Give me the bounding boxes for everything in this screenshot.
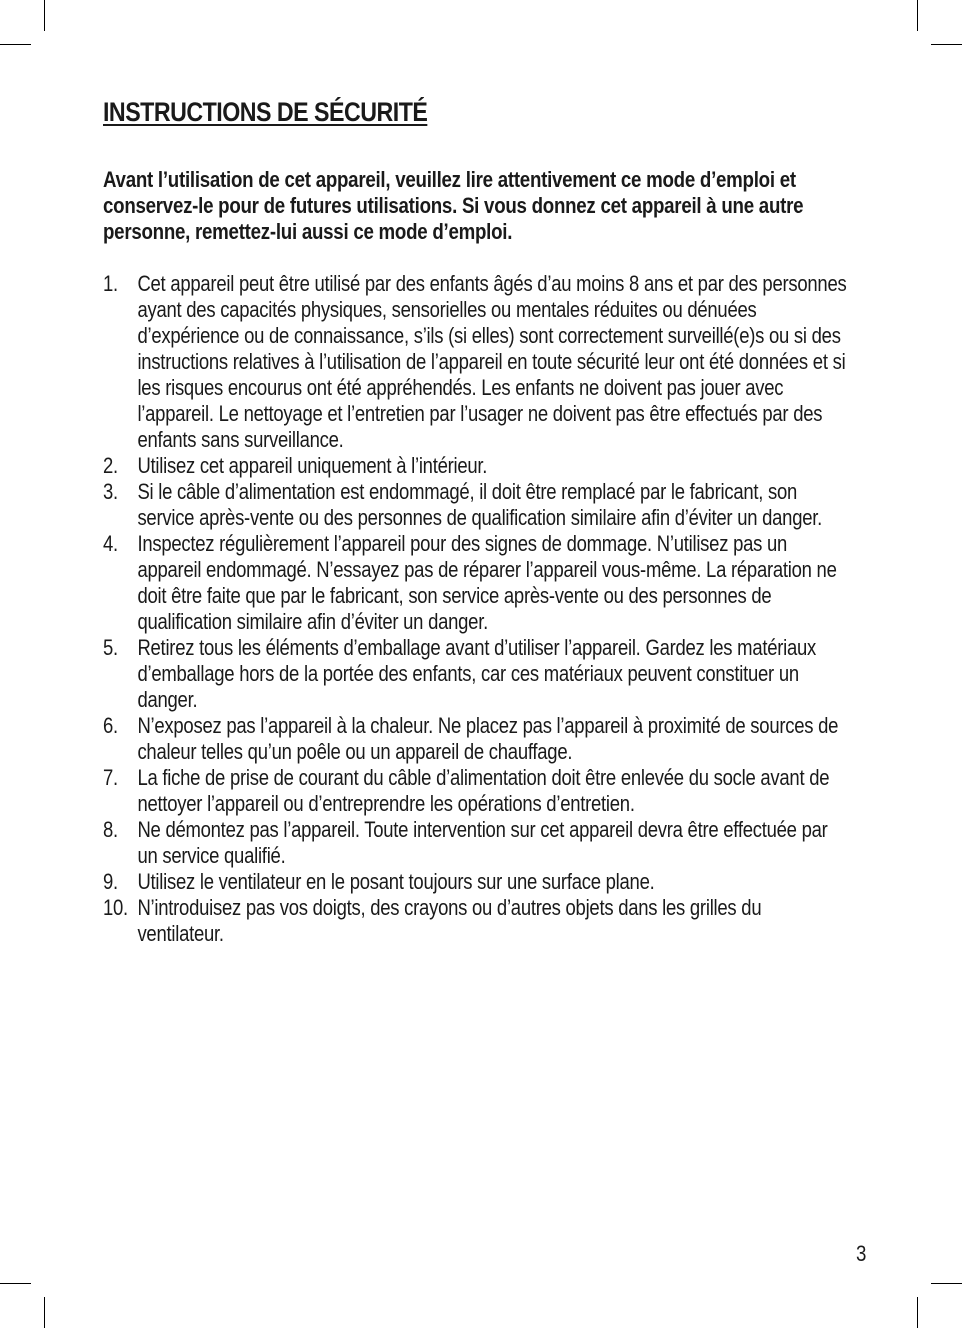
- item-text: La fiche de prise de courant du câble d’alimentation doit être enlevée du socle avant de nettoyer l’appareil ou d’entreprendre les opérations d’entretien.: [137, 765, 830, 816]
- crop-mark-top-left-horizontal: [0, 44, 31, 45]
- item-text: Si le câble d’alimentation est endommagé, il doit être remplacé par le fabricant, son service après-vente ou des personnes de qualification similaire afin d’éviter un danger.: [137, 479, 823, 530]
- list-item: [103, 713, 851, 765]
- item-number: 3.: [103, 479, 118, 504]
- list-item: [103, 531, 851, 635]
- crop-mark-bottom-left-vertical: [44, 1297, 45, 1328]
- list-item: [103, 271, 851, 453]
- crop-mark-top-left-vertical: [44, 0, 45, 31]
- item-text: Cet appareil peut être utilisé par des enfants âgés d’au moins 8 ans et par des personnes ayant des capacités physiques, sensorielles ou mentales réduites ou dénuées d’expérience ou de connaissance, s’ils (si elles) sont correctement surveillé(e)s ou si des instructions relatives à l’utilisation de l’appareil en toute sécurité leur ont été données et si les risques encourus ont été appréhendés. Les enfants ne doivent pas jouer avec l’appareil. Le nettoyage et l’entretien par l’usager ne doivent pas être effectués par des enfants sans surveillance.: [137, 271, 847, 452]
- item-number: 9.: [103, 869, 118, 894]
- item-text: Ne démontez pas l’appareil. Toute intervention sur cet appareil devra être effectuée par un service qualifié.: [137, 817, 828, 868]
- list-item: [103, 635, 851, 713]
- item-number: 7.: [103, 765, 118, 790]
- item-text: Utilisez le ventilateur en le posant toujours sur une surface plane.: [137, 869, 655, 894]
- item-text: Retirez tous les éléments d’emballage avant d’utiliser l’appareil. Gardez les matériaux d’emballage hors de la portée des enfants, car ces matériaux peuvent constituer un danger.: [137, 635, 817, 712]
- item-text: N’introduisez pas vos doigts, des crayons ou d’autres objets dans les grilles du ventilateur.: [137, 895, 762, 946]
- item-text: Utilisez cet appareil uniquement à l’intérieur.: [137, 453, 488, 478]
- list-item: [103, 869, 851, 895]
- list-item: [103, 817, 851, 869]
- crop-mark-bottom-right-vertical: [917, 1297, 918, 1328]
- crop-mark-bottom-right-horizontal: [931, 1283, 962, 1284]
- document-content: [103, 95, 863, 946]
- crop-mark-bottom-left-horizontal: [0, 1283, 31, 1284]
- item-number: 5.: [103, 635, 118, 660]
- item-number: 4.: [103, 531, 118, 556]
- item-number: 8.: [103, 817, 118, 842]
- item-number: 6.: [103, 713, 118, 738]
- page-title: INSTRUCTIONS DE SÉCURITÉ: [103, 97, 428, 127]
- item-text: N’exposez pas l’appareil à la chaleur. Ne placez pas l’appareil à proximité de sources de chaleur telles qu’un poêle ou un appareil de chauffage.: [137, 713, 839, 764]
- item-text: Inspectez régulièrement l’appareil pour des signes de dommage. N’utilisez pas un appareil endommagé. N’essayez pas de réparer l’appareil vous-même. La réparation ne doit être faite que par le fabricant, son service après-vente ou des personnes de qualification similaire afin d’éviter un danger.: [137, 531, 837, 634]
- crop-mark-top-right-vertical: [917, 0, 918, 31]
- crop-mark-top-right-horizontal: [931, 44, 962, 45]
- item-number: 1.: [103, 271, 118, 296]
- list-item: [103, 895, 851, 947]
- intro-paragraph: Avant l’utilisation de cet appareil, veuillez lire attentivement ce mode d’emploi et conservez-le pour de futures utilisations. Si vous donnez cet appareil à une autre personne, remettez-lui aussi ce mode d’emploi.: [103, 167, 804, 244]
- page-number: 3: [856, 1241, 867, 1266]
- safety-instructions-list: [103, 271, 851, 947]
- item-number: 10.: [103, 895, 128, 920]
- list-item: [103, 765, 851, 817]
- list-item: [103, 453, 851, 479]
- list-item: [103, 479, 851, 531]
- item-number: 2.: [103, 453, 118, 478]
